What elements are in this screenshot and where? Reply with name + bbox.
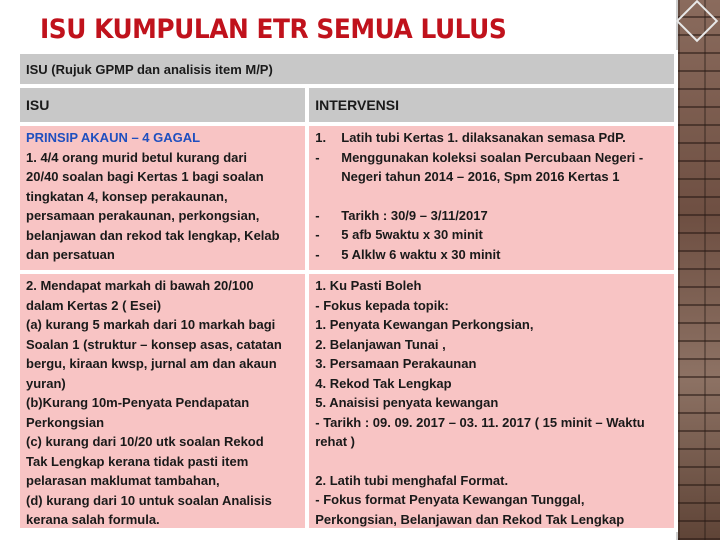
issue-line: Perkongsian	[26, 414, 105, 430]
intervention-cell-2	[307, 272, 676, 530]
list-text: Latih tubi Kertas 1. dilaksanakan semasa PdP.	[341, 130, 626, 145]
list-text: Negeri tahun 2014 – 2016, Spm 2016 Kertas 1	[341, 169, 620, 184]
intervention-line: - Tarikh : 09. 09. 2017 – 03. 11. 2017 ( 15 minit – Waktu	[315, 414, 645, 430]
list-text: Menggunakan koleksi soalan Percubaan Negeri -	[341, 149, 644, 165]
list-marker	[315, 167, 341, 187]
intervention-line: 1. Penyata Kewangan Perkongsian,	[315, 317, 534, 332]
issue-line: tingkatan 4, konsep perakaunan,	[26, 188, 228, 204]
list-text: 5 afb 5waktu x 30 minit	[341, 227, 483, 242]
list-text: Tarikh : 30/9 – 3/11/2017	[341, 207, 488, 223]
issue-line: (b)Kurang 10m-Penyata Pendapatan	[26, 395, 250, 410]
issue-line: 20/40 soalan bagi Kertas 1 bagi soalan	[26, 169, 264, 184]
intervention-line: 3. Persamaan Perakaunan	[315, 356, 477, 371]
issue-line: yuran)	[26, 375, 66, 391]
list-item	[315, 206, 668, 226]
issue-cell-1	[18, 124, 307, 272]
brick-wall-decoration	[678, 0, 720, 540]
issue-line: Soalan 1 (struktur – konsep asas, catatan	[26, 336, 282, 352]
intervention-line: 5. Anaisisi penyata kewangan	[315, 395, 499, 410]
column-header-issue: ISU	[18, 86, 307, 124]
list-marker: -	[315, 227, 320, 242]
issue-line: kerana salah formula.	[26, 512, 160, 527]
page-title: ISU KUMPULAN ETR SEMUA LULUS	[40, 14, 507, 45]
intervention-cell-1	[307, 124, 676, 272]
issue-line: pelarasan maklumat tambahan,	[26, 473, 220, 488]
issue-line: persamaan perakaunan, perkongsian,	[26, 208, 260, 223]
issue-line: (a) kurang 5 markah dari 10 markah bagi	[26, 317, 276, 332]
intervention-line: rehat )	[315, 434, 355, 449]
list-marker: -	[315, 207, 320, 223]
issue-line: (c) kurang dari 10/20 utk soalan Rekod	[26, 434, 264, 449]
issue-line: 1. 4/4 orang murid betul kurang dari	[26, 149, 248, 165]
issue-line: bergu, kiraan kwsp, jurnal am dan akaun	[26, 356, 277, 371]
list-item	[315, 245, 668, 265]
list-marker: 1.	[315, 130, 327, 145]
list-item	[315, 225, 668, 245]
list-marker: -	[315, 246, 320, 262]
issue-line: Tak Lengkap kerana tidak pasti item	[26, 453, 249, 469]
table-row	[18, 124, 676, 272]
intervention-line: - Fokus format Penyata Kewangan Tunggal,	[315, 492, 585, 507]
intervention-line: 2. Latih tubi menghafal Format.	[315, 472, 509, 488]
issue-cell-2	[18, 272, 307, 530]
column-header-intervention: INTERVENSI	[307, 86, 676, 124]
issue-line: belanjawan dan rekod tak lengkap, Kelab	[26, 227, 280, 243]
list-item	[315, 128, 668, 148]
table-row	[18, 272, 676, 530]
issue-line: dan persatuan	[26, 247, 115, 262]
issue-line: dalam Kertas 2 ( Esei)	[26, 297, 162, 313]
issue-table	[16, 50, 678, 532]
spacer	[315, 452, 668, 471]
issue-title: PRINSIP AKAUN – 4 GAGAL	[26, 130, 201, 145]
intervention-line: 4. Rekod Tak Lengkap	[315, 375, 452, 391]
list-item	[315, 148, 668, 168]
intervention-line: 1. Ku Pasti Boleh	[315, 278, 422, 293]
list-text: 5 Alklw 6 waktu x 30 minit	[341, 246, 501, 262]
intervention-line: - Fokus kepada topik:	[315, 297, 449, 313]
intervention-line: Perkongsian, Belanjawan dan Rekod Tak Lengkap	[315, 511, 625, 527]
list-marker: -	[315, 149, 320, 165]
issue-line: (d) kurang dari 10 untuk soalan Analisis	[26, 492, 272, 508]
list-item	[315, 167, 668, 187]
intervention-line: 2. Belanjawan Tunai ,	[315, 336, 446, 352]
table-header-row	[18, 52, 676, 86]
issue-line: 2. Mendapat markah di bawah 20/100	[26, 278, 254, 293]
column-header-row	[18, 86, 676, 124]
table-header: ISU (Rujuk GPMP dan analisis item M/P)	[18, 52, 676, 86]
spacer	[315, 187, 668, 206]
